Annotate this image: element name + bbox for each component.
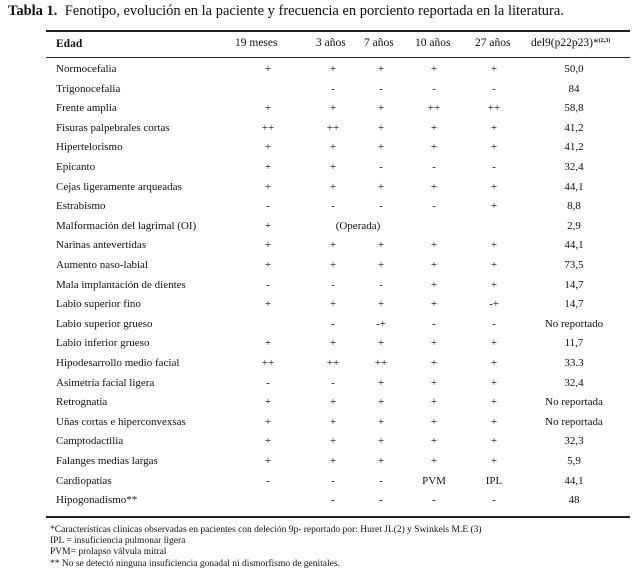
cell-c5: +	[490, 180, 498, 193]
cell-c5: +	[490, 278, 498, 291]
cell-c4: +	[430, 121, 438, 134]
table-row	[0, 472, 635, 492]
cell-c5: +	[490, 455, 498, 467]
cell-c1: +	[264, 63, 272, 75]
cell-c3: +	[377, 455, 385, 467]
row-label: Trigonocefalia	[56, 82, 121, 95]
cell-c6: 58,8	[564, 102, 584, 115]
cell-c3: -	[379, 278, 383, 291]
header-27-anos: 27 años	[475, 37, 511, 49]
table-row	[0, 354, 635, 374]
cell-c3: -	[379, 161, 383, 173]
table-row	[0, 138, 635, 158]
cell-c6: 84	[568, 82, 580, 95]
cell-c1: +	[264, 219, 272, 232]
cell-c4: +	[430, 278, 438, 291]
cell-c2: -	[331, 278, 335, 291]
cell-c5: -	[492, 82, 496, 95]
cell-c3: +	[377, 376, 385, 389]
cell-c6: 32,3	[564, 435, 584, 448]
header-10-anos: 10 años	[415, 37, 451, 49]
cell-c3: +	[377, 239, 385, 252]
cell-c2: +	[329, 141, 337, 154]
footnote-3: PVM= prolapso válvula mitral	[50, 547, 167, 558]
cell-c2: +	[329, 259, 337, 271]
cell-c1: +	[264, 415, 272, 428]
cell-c2: +	[329, 396, 337, 409]
cell-c5: +	[490, 259, 498, 271]
row-label: Estrabismo	[56, 200, 106, 213]
header-del9-text: del9(p22p23)*	[531, 37, 599, 49]
cell-operada: (Operada)	[335, 219, 381, 232]
cell-c2: -	[331, 317, 335, 330]
cell-c5: +	[490, 415, 498, 428]
table-row	[0, 236, 635, 256]
cell-c6: 50,0	[564, 63, 584, 75]
cell-c1: ++	[261, 121, 275, 134]
header-rule	[46, 57, 630, 58]
header-3-anos: 3 años	[316, 37, 346, 49]
cell-c6: 33.3	[564, 357, 584, 369]
cell-c1: +	[264, 396, 272, 409]
cell-c4: +	[430, 455, 438, 467]
footnote-2: IPL = insuficiencia pulmonar ligera	[50, 536, 186, 547]
cell-c3: -	[379, 474, 383, 487]
row-label: Retrognatia	[56, 396, 108, 409]
row-label: Malformación del lagrimal (OI)	[56, 219, 197, 232]
cell-c4: -	[432, 82, 436, 95]
row-label: Uñas cortas e hiperconvexsas	[56, 415, 186, 428]
row-label: Normocefalia	[56, 63, 117, 75]
table-row	[0, 413, 635, 433]
cell-c3: +	[377, 435, 385, 448]
cell-c1: +	[264, 435, 272, 448]
header-7-anos: 7 años	[364, 37, 394, 49]
cell-c5: -	[492, 494, 496, 507]
cell-c6: 41,2	[564, 141, 584, 154]
cell-c1: +	[264, 298, 272, 311]
table-row	[0, 315, 635, 335]
cell-c3: +	[377, 63, 385, 75]
cell-c6: 32,4	[564, 376, 584, 389]
cell-c3: -+	[376, 317, 386, 330]
cell-c1: +	[264, 239, 272, 252]
table-row	[0, 276, 635, 296]
row-label: Hipodesarrollo medio facial	[56, 357, 180, 369]
cell-c5: +	[490, 337, 498, 350]
cell-c2: +	[329, 415, 337, 428]
cell-c3: -	[379, 200, 383, 213]
cell-c2: ++	[326, 357, 340, 369]
cell-c4: +	[430, 435, 438, 448]
table-row	[0, 158, 635, 178]
cell-c3: ++	[374, 357, 388, 369]
cell-c4: +	[430, 396, 438, 409]
cell-c5: -	[492, 317, 496, 330]
row-label: Cardiopatías	[56, 474, 112, 487]
cell-c4: +	[430, 376, 438, 389]
cell-c6: 8,8	[567, 200, 581, 213]
cell-c2: +	[329, 239, 337, 252]
cell-c5: -	[492, 161, 496, 173]
cell-c6: 11,7	[564, 337, 584, 350]
table-row	[0, 491, 635, 511]
row-label: Hipogonadismo**	[56, 494, 138, 507]
cell-c2: -	[331, 494, 335, 507]
cell-c6: No reportada	[545, 396, 603, 409]
table-row	[0, 197, 635, 217]
cell-c4: -	[432, 161, 436, 173]
table-row	[0, 256, 635, 276]
cell-c2: ++	[326, 121, 340, 134]
cell-c2: +	[329, 63, 337, 75]
cell-c6: 48	[568, 494, 580, 507]
footnote-1: *Características clínicas observadas en pacientes con deleción 9p- reportado por: Huret JL(2) y Swinkels M.E (3)	[50, 525, 482, 535]
row-label: Asimetría facial ligera	[56, 376, 155, 389]
table-row	[0, 393, 635, 413]
cell-c5: +	[490, 141, 498, 154]
table-row	[0, 80, 635, 100]
cell-c4: +	[430, 357, 438, 369]
cell-c5: +	[490, 376, 498, 389]
cell-c3: -	[379, 494, 383, 507]
cell-c2: +	[329, 455, 337, 467]
row-label: Narinas antevertidas	[56, 239, 147, 252]
cell-c3: +	[377, 337, 385, 350]
cell-c4: -	[432, 494, 436, 507]
header-del9	[531, 37, 610, 49]
row-label: Fisuras palpebrales cortas	[56, 121, 170, 134]
cell-c5: +	[490, 239, 498, 252]
cell-c1: -	[266, 200, 270, 213]
cell-c6: 44,1	[564, 239, 584, 252]
cell-c5: -+	[489, 298, 499, 311]
table-row	[0, 217, 635, 237]
top-rule	[46, 30, 630, 32]
table-row	[0, 374, 635, 394]
cell-c6: 5,9	[567, 455, 581, 467]
cell-c6: No reportada	[545, 415, 603, 428]
cell-c4: +	[430, 63, 438, 75]
cell-c6: 44,1	[564, 180, 584, 193]
cell-c2: +	[329, 337, 337, 350]
table-row	[0, 432, 635, 452]
row-label: Aumento naso-labial	[56, 259, 148, 271]
cell-c3: +	[377, 259, 385, 271]
cell-c6: 73,5	[564, 259, 584, 271]
table-row	[0, 60, 635, 80]
cell-c2: -	[331, 474, 335, 487]
cell-c4: PVM	[422, 474, 446, 487]
cell-c4: ++	[427, 102, 441, 115]
cell-c5: +	[490, 435, 498, 448]
cell-c2: -	[331, 376, 335, 389]
cell-c1: +	[264, 102, 272, 115]
header-del9-sup: (2,3)	[598, 38, 611, 44]
row-label: Labio superior grueso	[56, 317, 153, 330]
row-label: Frente amplia	[56, 102, 117, 115]
cell-c4: +	[430, 337, 438, 350]
cell-c2: +	[329, 298, 337, 311]
cell-c3: +	[377, 141, 385, 154]
cell-c6: No reportado	[544, 317, 604, 330]
cell-c4: +	[430, 141, 438, 154]
cell-c6: 32,4	[564, 161, 584, 173]
cell-c2: +	[329, 180, 337, 193]
table-row	[0, 119, 635, 139]
cell-c2: +	[329, 435, 337, 448]
cell-c4: +	[430, 239, 438, 252]
row-label: Mala implantación de dientes	[56, 278, 186, 291]
row-label: Falanges medias largas	[56, 455, 158, 467]
cell-c1: +	[264, 141, 272, 154]
cell-c4: +	[430, 415, 438, 428]
table-row	[0, 178, 635, 198]
cell-c1: +	[264, 180, 272, 193]
cell-c6: 41,2	[564, 121, 584, 134]
cell-c1: -	[266, 278, 270, 291]
cell-c2: +	[329, 161, 337, 173]
cell-c1: -	[266, 474, 270, 487]
bottom-rule	[46, 516, 630, 518]
footnotes	[50, 525, 482, 570]
cell-c5: +	[490, 121, 498, 134]
cell-c4: +	[430, 298, 438, 311]
cell-c6: 2,9	[567, 219, 581, 232]
cell-c5: +	[490, 396, 498, 409]
cell-c3: +	[377, 102, 385, 115]
cell-c5: IPL	[485, 474, 503, 487]
cell-c3: +	[377, 298, 385, 311]
cell-c1: +	[264, 455, 272, 467]
table-row	[0, 295, 635, 315]
cell-c5: +	[490, 357, 498, 369]
cell-c5: ++	[487, 102, 501, 115]
cell-c1: +	[264, 337, 272, 350]
cell-c4: +	[430, 180, 438, 193]
cell-c5: +	[490, 63, 498, 75]
table-row	[0, 452, 635, 472]
table-title-label: Tabla 1.	[8, 3, 58, 19]
header-edad: Edad	[56, 38, 83, 50]
row-label: Labio inferior grueso	[56, 337, 150, 350]
cell-c4: -	[432, 317, 436, 330]
cell-c6: 44,1	[564, 474, 584, 487]
table-row	[0, 99, 635, 119]
row-label: Epicanto	[56, 161, 96, 173]
row-label: Labio superior fino	[56, 298, 141, 311]
cell-c6: 14,7	[564, 278, 584, 291]
table-title	[8, 3, 564, 20]
row-label: Cejas ligeramente arqueadas	[56, 180, 182, 193]
cell-c1: +	[264, 259, 272, 271]
cell-c2: -	[331, 200, 335, 213]
row-label: Camptodactilia	[56, 435, 124, 448]
table-title-text: Fenotipo, evolución en la paciente y frecuencia en porciento reportada en la literatura.	[64, 3, 564, 19]
table-row	[0, 334, 635, 354]
cell-c6: 14,7	[564, 298, 584, 311]
cell-c3: +	[377, 121, 385, 134]
cell-c2: +	[329, 102, 337, 115]
cell-c1: ++	[261, 357, 275, 369]
header-19-meses: 19 meses	[235, 37, 278, 49]
cell-c3: +	[377, 396, 385, 409]
cell-c3: -	[379, 82, 383, 95]
cell-c3: +	[377, 415, 385, 428]
cell-c3: +	[377, 180, 385, 193]
footnote-4: ** No se detectó ninguna insuficiencia gonadal ni dismorfismo de genitales.	[50, 558, 340, 569]
cell-c4: -	[432, 200, 436, 213]
cell-c2: -	[331, 82, 335, 95]
cell-c5: +	[490, 200, 498, 213]
row-label: Hipertelorismo	[56, 141, 123, 154]
cell-c1: +	[264, 161, 272, 173]
cell-c4: +	[430, 259, 438, 271]
cell-c1: -	[266, 376, 270, 389]
